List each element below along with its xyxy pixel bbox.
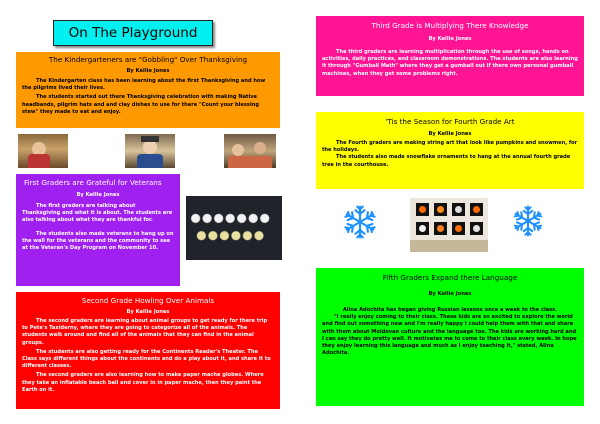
- fourth-grade-byline: By Kellie Jones: [428, 131, 472, 137]
- snowflake-icon: [511, 204, 545, 238]
- fifth-grade-title: Fifth Graders Expand there Language: [382, 273, 518, 282]
- fourth-grade-paragraph-2: The students also made snowflake ornaments to hang at the annual fourth grade tree in the courthouse.: [322, 154, 571, 168]
- first-grade-paragraph-1: The first graders are talking about Thanksgiving and what it is about. The students are also talking about what they are thankful for.: [22, 203, 173, 224]
- kindergarten-paragraph-2: The students started out there Thanksgiving celebration with making Native headbands, pilgrim hats and and clay dishes to use for there "Count your blessing stew" they made to eat and enjoy.: [22, 94, 259, 115]
- first-grade-byline: By Kellie Jones: [76, 192, 120, 198]
- fifth-grade-article: [316, 268, 584, 406]
- third-grade-article: [316, 16, 584, 96]
- fourth-grade-title: 'Tis the Season for Fourth Grade Art: [385, 117, 515, 126]
- second-grade-title: Second Grade Howling Over Animals: [81, 296, 215, 305]
- second-grade-byline: By Kellie Jones: [126, 309, 170, 315]
- third-grade-paragraph-1: The third graders are learning multiplication through the use of songs, hands on activities, daily practices, and classroom demonstrations. The students are also learning it through "Gumball Math" where they get a gumball out if there own personal gumball machines, when they get some problems right.: [322, 49, 578, 77]
- fifth-grade-paragraph-1: Alina Adochita has began giving Russian lessons once a week to the class.: [342, 307, 558, 313]
- kindergarten-article: [16, 52, 280, 128]
- page-title: On The Playground: [68, 25, 198, 41]
- third-grade-byline: By Kellie Jones: [428, 36, 472, 42]
- fourth-grade-paragraph-1: The Fourth graders are making string art that look like pumpkins and snowmen, for the holidays.: [322, 140, 578, 154]
- second-grade-paragraph-2: The students are also getting ready for the Continents Reader's Theater. The Class says different things about the continents and do a play about it, and share it to different classes.: [22, 348, 271, 370]
- first-grade-paragraph-2: The students also made veterans to hang up on the wall for the veterans and the community to see at the Veteran's Day Program on November 10.: [22, 230, 174, 252]
- fifth-grade-byline: By Kellie Jones: [428, 291, 472, 297]
- kindergarten-photo-3: [224, 134, 276, 168]
- fourth-grade-article: [316, 112, 584, 189]
- fifth-grade-paragraph-2: "I really enjoy coming to their class. These kids are so excited to explore the world and find out something new and I'm really happy I could help them with that and share with them about Moldovan culture and the language too. The kids are working hard and I can say they do pretty well. It motivates me to come to their class every week. In hope they enjoy learning this language and much as I enjoy teaching it," stated, Alina Adochita.: [322, 314, 577, 357]
- kindergarten-paragraph-1: The Kindergarten class has been learning about the first Thanksgiving and how the pilgrims lived their lives.: [22, 78, 266, 92]
- second-grade-article: [16, 292, 280, 409]
- second-grade-paragraph-3: The second graders are also learning how to make paper mache globes. Where they take an inflatable beach ball and cover in in paper mache, then they paint the Earth on it.: [22, 372, 264, 393]
- newsletter-heading: [53, 20, 213, 46]
- snowflake-icon: [342, 204, 378, 240]
- first-grade-photo: [186, 196, 282, 260]
- first-grade-article: [16, 174, 180, 286]
- kindergarten-byline: By Kellie Jones: [126, 68, 170, 74]
- fourth-grade-photo: [410, 198, 488, 252]
- kindergarten-photo-2: [125, 134, 175, 168]
- kindergarten-title: The Kindergarteners are "Gobbling" Over Thanksgiving: [48, 55, 248, 64]
- second-grade-paragraph-1: The second graders are learning about animal groups to get ready for there trip to Pete's Taxiderny, where they are going to categorize all of the animals. The students walk around and find all of the animals that they can find in the animal groups.: [22, 318, 268, 346]
- third-grade-title: Third Grade is Multiplying There Knowledge: [371, 21, 529, 30]
- first-grade-title: First Graders are Grateful for Veterans: [24, 178, 162, 187]
- kindergarten-photo-1: [18, 134, 68, 168]
